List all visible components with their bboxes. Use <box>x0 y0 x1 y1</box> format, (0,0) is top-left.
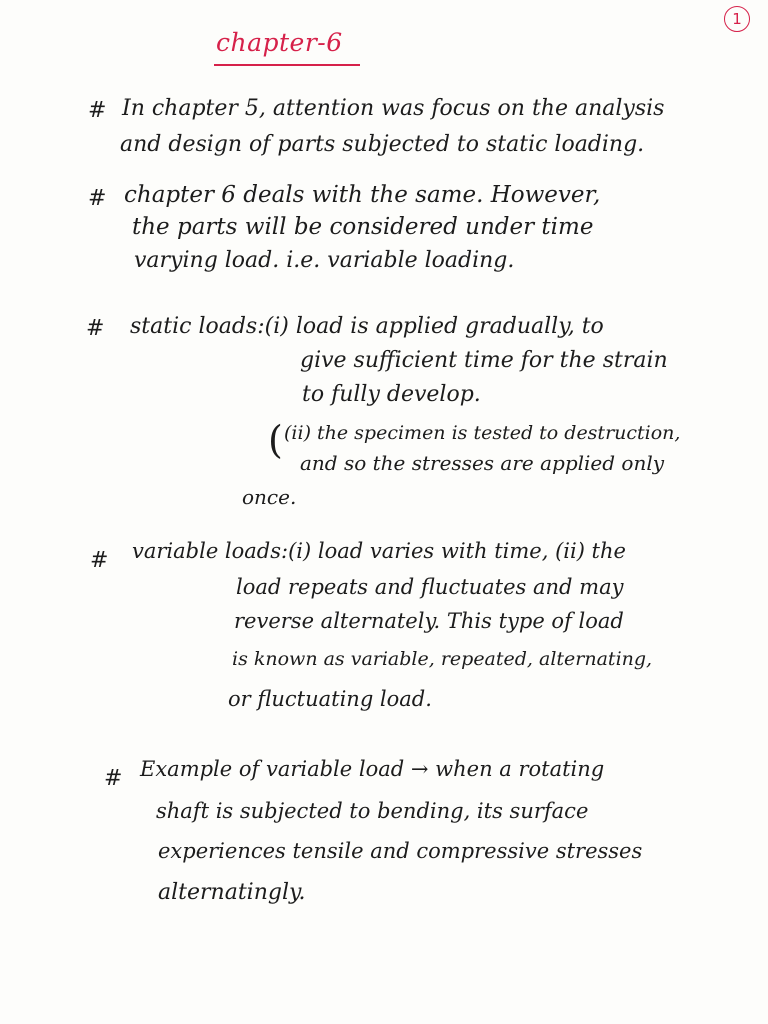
note-line: varying load. i.e. variable loading. <box>134 248 515 273</box>
note-line: give sufficient time for the strain <box>300 348 668 373</box>
note-line: (ii) the specimen is tested to destruction, <box>284 422 681 444</box>
note-line: once. <box>242 485 297 509</box>
note-line: to fully develop. <box>302 382 481 407</box>
bullet-hash: # <box>88 98 107 123</box>
bracket-mark: ( <box>268 418 283 462</box>
title-underline <box>214 64 360 66</box>
note-line: and so the stresses are applied only <box>300 451 665 475</box>
note-line: In chapter 5, attention was focus on the analysis <box>122 96 665 121</box>
note-line: the parts will be considered under time <box>132 214 594 240</box>
bullet-hash: # <box>104 766 123 791</box>
note-line: Example of variable load → when a rotating <box>140 757 605 781</box>
page-title: chapter-6 <box>216 28 343 57</box>
note-line: reverse alternately. This type of load <box>234 609 624 633</box>
bullet-hash: # <box>90 548 109 573</box>
note-line: alternatingly. <box>158 880 306 905</box>
note-line: or fluctuating load. <box>228 687 432 711</box>
note-line: variable loads:(i) load varies with time, (ii) the <box>132 539 626 563</box>
bullet-hash: # <box>88 186 107 211</box>
bullet-hash: # <box>86 316 105 341</box>
note-line: load repeats and fluctuates and may <box>236 575 624 599</box>
page-number: 1 <box>724 6 750 32</box>
note-line: experiences tensile and compressive stresses <box>158 839 643 863</box>
note-line: shaft is subjected to bending, its surface <box>156 799 589 823</box>
note-line: static loads:(i) load is applied gradually, to <box>130 314 604 339</box>
note-line: is known as variable, repeated, alternating, <box>232 648 653 670</box>
note-line: chapter 6 deals with the same. However, <box>124 182 601 208</box>
note-line: and design of parts subjected to static loading. <box>120 132 645 157</box>
